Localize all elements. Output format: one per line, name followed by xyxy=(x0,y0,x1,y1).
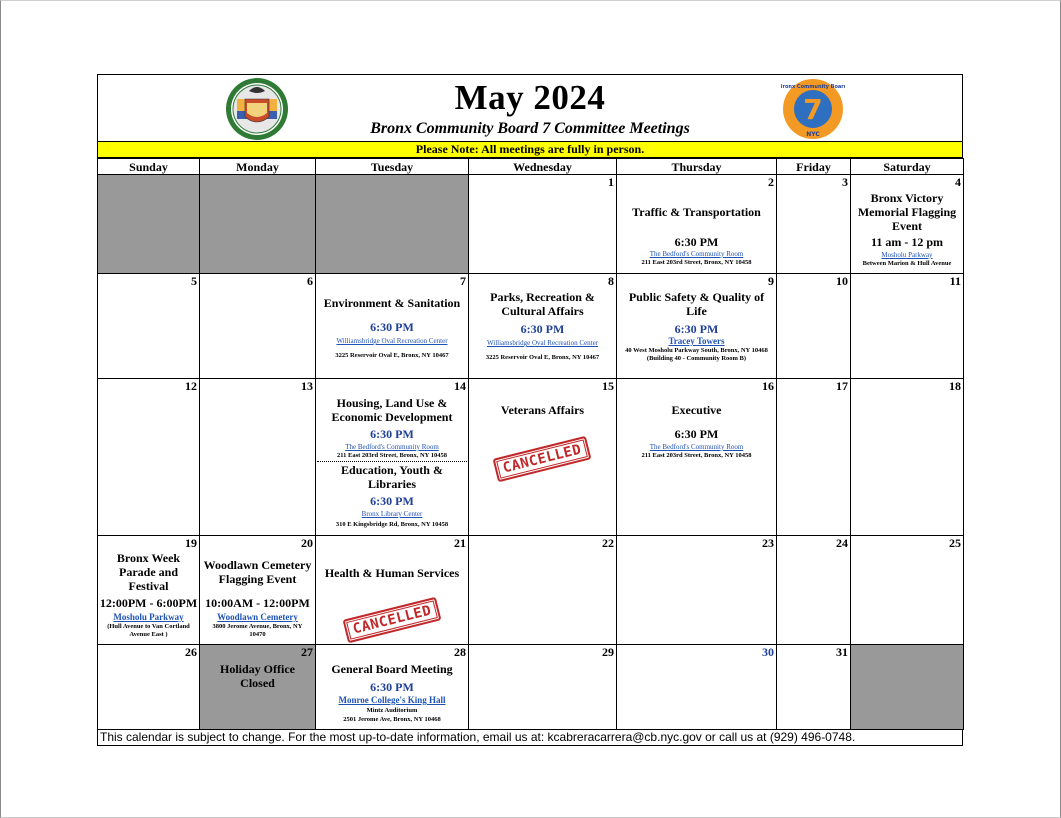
day-cell-29 xyxy=(469,645,617,730)
day-cell-5 xyxy=(98,274,200,379)
event-location-link[interactable]: Mosholu Parkway xyxy=(881,251,933,259)
in-person-notice: Please Note: All meetings are fully in person. xyxy=(97,141,963,158)
day-cell-26 xyxy=(98,645,200,730)
calendar-grid xyxy=(97,158,964,730)
day-number: 28 xyxy=(454,645,466,659)
day-number: 8 xyxy=(608,274,614,288)
holiday-label: Holiday Office Closed xyxy=(220,662,295,690)
day-cell-4 xyxy=(851,175,964,274)
empty-day-cell xyxy=(851,645,964,730)
calendar-footer-note: This calendar is subject to change. For the most up-to-date information, email us at: kcabreracarrera@cb.nyc.gov or call us at (929) 496-0748. xyxy=(97,730,963,746)
event-title: Woodlawn Cemetery Flagging Event xyxy=(203,558,312,586)
day-number: 6 xyxy=(307,274,313,288)
empty-day-cell xyxy=(200,175,316,274)
event-title: General Board Meeting xyxy=(331,662,453,676)
day-number: 26 xyxy=(185,645,197,659)
day-number: 24 xyxy=(836,536,848,550)
day-cell-24 xyxy=(777,536,851,645)
day-cell-27 xyxy=(200,645,316,730)
day-number: 30 xyxy=(762,645,774,659)
weekday-saturday: Saturday xyxy=(851,159,964,175)
calendar-subtitle: Bronx Community Board 7 Committee Meetings xyxy=(370,120,690,137)
day-cell-23 xyxy=(617,536,777,645)
day-number: 27 xyxy=(301,645,313,659)
event-divider xyxy=(317,461,467,462)
event-title: Education, Youth & Libraries xyxy=(341,463,443,491)
day-cell-6 xyxy=(200,274,316,379)
event-address: 211 East 203rd Street, Bronx, NY 10458 xyxy=(641,259,752,266)
weekday-tuesday: Tuesday xyxy=(316,159,469,175)
event-time: 6:30 PM xyxy=(520,322,565,336)
day-cell-8 xyxy=(469,274,617,379)
event-address: 3225 Reservoir Oval E, Bronx, NY 10467 xyxy=(485,354,600,361)
day-cell-19 xyxy=(98,536,200,645)
day-cell-9 xyxy=(617,274,777,379)
event-title: Veterans Affairs xyxy=(500,403,585,417)
logo-number: 7 xyxy=(803,93,823,126)
day-cell-22 xyxy=(469,536,617,645)
day-cell-14 xyxy=(316,379,469,536)
event-address: 3800 Jerome Avenue, Bronx, NY 10470 xyxy=(212,623,303,638)
event-address: (Hull Avenue to Van Cortland Avenue East ) xyxy=(107,623,190,638)
day-cell-10 xyxy=(777,274,851,379)
weekday-wednesday: Wednesday xyxy=(469,159,617,175)
event-title: Public Safety & Quality of Life xyxy=(628,290,765,318)
day-number: 10 xyxy=(836,274,848,288)
day-cell-12 xyxy=(98,379,200,536)
event-location-link[interactable]: Mosholu Parkway xyxy=(113,612,184,622)
event-time: 6:30 PM xyxy=(370,320,414,334)
day-cell-11 xyxy=(851,274,964,379)
event-address: 310 E Kingsbridge Rd, Bronx, NY 10458 xyxy=(335,521,449,528)
event-address: 40 West Mosholu Parkway South, Bronx, NY 10468 xyxy=(625,347,768,354)
event-address: 3225 Reservoir Oval E, Bronx, NY 10467 xyxy=(335,352,449,359)
cancelled-stamp: CANCELLED xyxy=(342,597,441,644)
day-cell-20 xyxy=(200,536,316,645)
event-title: Environment & Sanitation xyxy=(323,296,461,310)
event-location-link[interactable]: The Bedford's Community Room xyxy=(649,443,744,451)
event-venue: Mintz Auditorium xyxy=(366,707,418,714)
day-number: 23 xyxy=(762,536,774,550)
event-title: Parks, Recreation & Cultural Affairs xyxy=(490,290,595,318)
event-time: 12:00PM - 6:00PM xyxy=(99,596,198,610)
day-cell-1 xyxy=(469,175,617,274)
event-time: 11 am - 12 pm xyxy=(871,235,943,249)
day-number: 4 xyxy=(955,175,961,189)
week-row-2 xyxy=(98,274,964,379)
event-room-note: (Building 40 - Community Room B) xyxy=(646,355,747,362)
logo-ring-text: Bronx Community Board xyxy=(781,84,845,90)
day-number: 21 xyxy=(454,536,466,550)
day-number: 12 xyxy=(185,379,197,393)
day-number: 29 xyxy=(602,645,614,659)
day-cell-30 xyxy=(617,645,777,730)
day-number: 9 xyxy=(768,274,774,288)
event-location-link[interactable]: Williamsbridge Oval Recreation Center xyxy=(486,339,599,347)
day-cell-17 xyxy=(777,379,851,536)
event-title: Health & Human Services xyxy=(324,566,460,580)
event-location-link[interactable]: Monroe College's King Hall xyxy=(338,695,446,705)
calendar-header xyxy=(97,74,963,141)
event-time: 6:30 PM xyxy=(674,427,719,441)
week-row-3 xyxy=(98,379,964,536)
weekday-sunday: Sunday xyxy=(98,159,200,175)
event-title: Housing, Land Use & Economic Development xyxy=(331,396,453,424)
day-number: 7 xyxy=(460,274,466,288)
event-location-link[interactable]: Tracey Towers xyxy=(668,336,725,346)
event-address: 2501 Jerome Ave, Bronx, NY 10468 xyxy=(343,716,441,723)
event-time: 10:00AM - 12:00PM xyxy=(205,596,310,610)
event-location-link[interactable]: The Bedford's Community Room xyxy=(345,443,439,451)
weekday-thursday: Thursday xyxy=(617,159,777,175)
day-number: 14 xyxy=(454,379,466,393)
day-number: 1 xyxy=(608,175,614,189)
day-cell-2 xyxy=(617,175,777,274)
weekday-friday: Friday xyxy=(777,159,851,175)
day-number: 5 xyxy=(191,274,197,288)
event-time: 6:30 PM xyxy=(674,235,719,249)
day-cell-31 xyxy=(777,645,851,730)
day-number: 22 xyxy=(602,536,614,550)
event-address: 211 East 203rd Street, Bronx, NY 10458 xyxy=(641,452,752,459)
day-cell-16 xyxy=(617,379,777,536)
day-number: 19 xyxy=(185,536,197,550)
day-cell-3 xyxy=(777,175,851,274)
calendar-title: May 2024 xyxy=(454,78,606,117)
community-board-logo xyxy=(781,77,845,141)
day-cell-7 xyxy=(316,274,469,379)
cancelled-stamp: CANCELLED xyxy=(493,436,592,483)
event-time: 6:30 PM xyxy=(674,322,719,336)
event-location-link[interactable]: Woodlawn Cemetery xyxy=(217,612,298,622)
weekday-monday: Monday xyxy=(200,159,316,175)
logo-nyc-text: NYC xyxy=(806,131,820,138)
event-title: Bronx Week Parade and Festival xyxy=(116,551,181,593)
day-cell-15 xyxy=(469,379,617,536)
event-time: 6:30 PM xyxy=(370,680,414,694)
event-address: Between Marion & Hull Avenue xyxy=(862,260,952,267)
week-row-5 xyxy=(98,645,964,730)
weekday-header-row xyxy=(98,159,964,175)
week-row-4 xyxy=(98,536,964,645)
day-cell-18 xyxy=(851,379,964,536)
event-title: Executive xyxy=(671,403,722,417)
day-cell-21 xyxy=(316,536,469,645)
day-number: 2 xyxy=(768,175,774,189)
day-number: 20 xyxy=(301,536,313,550)
day-number: 11 xyxy=(949,274,961,288)
day-number: 13 xyxy=(301,379,313,393)
event-title: Traffic & Transportation xyxy=(632,205,761,219)
week-row-1 xyxy=(98,175,964,274)
calendar-sheet xyxy=(97,74,963,746)
event-time: 6:30 PM xyxy=(370,494,414,508)
day-cell-28 xyxy=(316,645,469,730)
day-number: 16 xyxy=(762,379,774,393)
event-location-link[interactable]: Bronx Library Center xyxy=(361,510,423,518)
day-number: 31 xyxy=(836,645,848,659)
event-title: Bronx Victory Memorial Flagging Event xyxy=(857,191,957,233)
day-number: 25 xyxy=(949,536,961,550)
empty-day-cell xyxy=(316,175,469,274)
day-cell-13 xyxy=(200,379,316,536)
day-number: 15 xyxy=(602,379,614,393)
event-location-link[interactable]: Williamsbridge Oval Recreation Center xyxy=(336,337,448,345)
day-number: 3 xyxy=(842,175,848,189)
event-address: 211 East 203rd Street, Bronx, NY 10458 xyxy=(336,452,448,459)
event-location-link[interactable]: The Bedford's Community Room xyxy=(649,250,744,258)
day-number: 17 xyxy=(836,379,848,393)
day-number: 18 xyxy=(949,379,961,393)
empty-day-cell xyxy=(98,175,200,274)
event-time: 6:30 PM xyxy=(370,427,414,441)
day-cell-25 xyxy=(851,536,964,645)
